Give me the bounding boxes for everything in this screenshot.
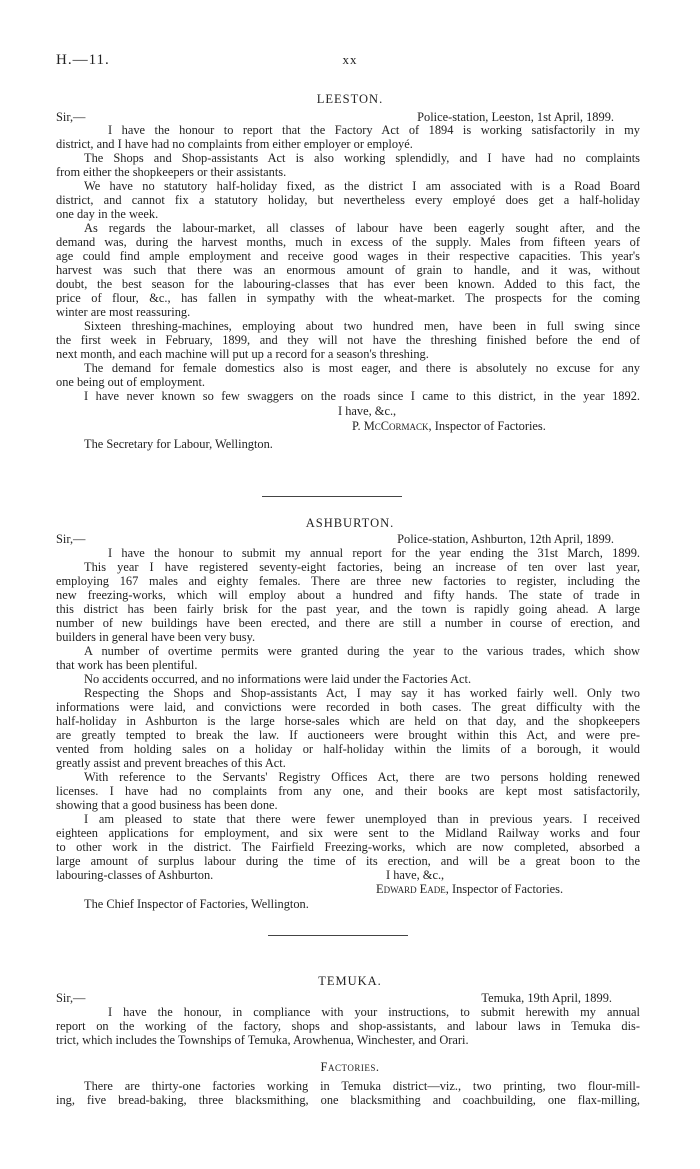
temuka-dateline: Temuka, 19th April, 1899. — [481, 991, 612, 1005]
temuka-line-2: trict, which includes the Townships of Temuka, Arowhenua, Winchester, and Orari. — [56, 1033, 469, 1047]
temuka-line-1: report on the working of the factory, shops and shop-assistants, and labour laws in Temuka dis- — [56, 1019, 640, 1033]
leeston-line-19: I have never known so few swaggers on the roads since I came to this district, in the year 1892. — [84, 389, 640, 403]
leeston-line-17: The demand for female domestics also is most eager, and there is absolutely no excuse for any — [84, 361, 640, 375]
leeston-line-14: Sixteen threshing-machines, employing about two hundred men, have been in full swing since — [84, 319, 640, 333]
leeston-line-6: one day in the week. — [56, 207, 159, 221]
page-number: xx — [342, 52, 358, 67]
ashburton-closing: I have, &c., — [386, 868, 445, 882]
leeston-line-2: The Shops and Shop-assistants Act is also working splendidly, and I have had no complaints — [84, 151, 640, 165]
ashburton-line-6: builders in general have been very busy. — [56, 630, 256, 644]
ashburton-line-9: No accidents occurred, and no informations were laid under the Factories Act. — [84, 672, 472, 686]
ashburton-line-1: This year I have registered seventy-eight factories, being an increase of ten over last year, — [84, 560, 640, 574]
leeston-line-1: district, and I have had no complaints from either employer or employé. — [56, 137, 413, 151]
ashburton-line-20: eighteen applications for employment, and six were sent to the Midland Railway works and four — [56, 826, 640, 840]
leeston-line-3: from either the shopkeepers or their assistants. — [56, 165, 287, 179]
ashburton-line-5: number of new buildings have been erected, and there are still a number in course of erection, and — [56, 616, 640, 630]
ashburton-dateline: Police-station, Ashburton, 12th April, 1899. — [397, 532, 614, 546]
leeston-line-7: As regards the labour-market, all classes of labour have been eagerly sought after, and the — [84, 221, 640, 235]
temuka-title: TEMUKA. — [318, 974, 382, 988]
leeston-line-18: one being out of employment. — [56, 375, 206, 389]
ashburton-line-4: this district has been fairly brisk for the past year, and the town is rapidly going ahead. A large — [56, 602, 640, 616]
leeston-line-15: the first week in February, 1899, and they will not have the threshing finished before the end of — [56, 333, 640, 347]
leeston-line-5: district, and cannot fix a statutory holiday, but nevertheless every employé does get a half-holiday — [56, 193, 640, 207]
leeston-line-11: doubt, the best season for the labouring-classes that has ever been known. Added to this fact, the — [56, 277, 640, 291]
ashburton-line-16: With reference to the Servants' Registry Offices Act, there are two persons holding renewed — [84, 770, 640, 784]
ashburton-line-10: Respecting the Shops and Shop-assistants Act, I may say it has worked fairly well. Only two — [84, 686, 640, 700]
ashburton-line-18: showing that a good business has been done. — [56, 798, 278, 812]
leeston-closing: I have, &c., — [338, 404, 397, 418]
ashburton-title: ASHBURTON. — [305, 516, 395, 530]
ashburton-signature-name: Edward Eade, — [376, 882, 449, 896]
leeston-title: LEESTON. — [316, 92, 384, 106]
ashburton-line-8: that work has been plentiful. — [56, 658, 198, 672]
leeston-line-13: winter are most reassuring. — [56, 305, 191, 319]
ashburton-line-0: I have the honour to submit my annual report for the year ending the 31st March, 1899. — [108, 546, 640, 560]
ashburton-line-2: employing 167 males and eighty females. There are three new factories to register, including the — [56, 574, 640, 588]
ashburton-line-11: informations were laid, and convictions were recorded in both cases. The great difficulty with the — [56, 700, 640, 714]
leeston-salutation: Sir,— — [56, 110, 86, 124]
leeston-line-4: We have no statutory half-holiday fixed, as the district I am associated with is a Road Board — [84, 179, 640, 193]
temuka-line-0: I have the honour, in compliance with your instructions, to submit herewith my annual — [108, 1005, 640, 1019]
leeston-dateline: Police-station, Leeston, 1st April, 1899. — [417, 110, 614, 124]
leeston-line-12: price of flour, &c., has fallen in sympathy with the wheat-market. The prospects for the coming — [56, 291, 640, 305]
ashburton-line-12: half-holiday in Ashburton is the large horse-sales which are held on that day, and the shopkeepers — [56, 714, 640, 728]
leeston-line-10: harvest was such that there was an enormous amount of grain to handle, and it was, without — [56, 263, 640, 277]
ashburton-signature — [376, 882, 563, 896]
ashburton-line-23: labouring-classes of Ashburton. — [56, 868, 214, 882]
document-reference: H.—11. — [56, 52, 110, 68]
ashburton-addressee: The Chief Inspector of Factories, Wellington. — [84, 897, 309, 911]
leeston-addressee: The Secretary for Labour, Wellington. — [84, 437, 273, 451]
temuka-salutation: Sir,— — [56, 991, 86, 1005]
ashburton-line-17: licenses. I have had no complaints from any one, and their books are kept most satisfactorily, — [56, 784, 640, 798]
ashburton-line-7: A number of overtime permits were granted during the year to the various trades, which show — [84, 644, 640, 658]
ashburton-line-13: are greatly tempted to break the law. If auctioneers were brought within this Act, and were pre- — [56, 728, 640, 742]
factories-line-1: ing, five bread-baking, three blacksmithing, one blacksmithing and coachbuilding, one flax-milling, — [56, 1093, 640, 1107]
ashburton-signature-title: Inspector of Factories. — [451, 882, 564, 896]
factories-subheading: Factories. — [320, 1060, 380, 1074]
ashburton-line-19: I am pleased to state that there were fewer unemployed than in previous years. I received — [84, 812, 640, 826]
leeston-line-9: age could find ample employment and receive good wages in their respective capacities. This year's — [56, 249, 640, 263]
ashburton-line-21: to other work in the district. The Fairfield Freezing-works, which are now completed, absorbed a — [56, 840, 640, 854]
section-divider — [262, 496, 402, 497]
ashburton-line-14: vented from holding sales on a holiday or half-holiday within the limits of a borough, it would — [56, 742, 640, 756]
leeston-line-8: demand was, during the harvest months, much in excess of the supply. Males from fifteen years of — [56, 235, 640, 249]
leeston-signature-name: P. McCormack, — [352, 419, 432, 433]
ashburton-line-15: greatly assist and prevent breaches of this Act. — [56, 756, 286, 770]
ashburton-line-22: large amount of surplus labour during the time of its erection, and will be a great boon to the — [56, 854, 640, 868]
leeston-line-16: next month, and each machine will put up a record for a season's threshing. — [56, 347, 429, 361]
leeston-line-0: I have the honour to report that the Factory Act of 1894 is working satisfactorily in my — [108, 123, 640, 137]
leeston-signature — [352, 419, 546, 433]
ashburton-salutation: Sir,— — [56, 532, 86, 546]
section-divider — [268, 935, 408, 936]
ashburton-line-3: new freezing-works, which will employ about a hundred and fifty hands. The state of trade in — [56, 588, 640, 602]
factories-line-0: There are thirty-one factories working in Temuka district—viz., two printing, two flour-mill- — [84, 1079, 640, 1093]
leeston-signature-title: Inspector of Factories. — [434, 419, 546, 433]
